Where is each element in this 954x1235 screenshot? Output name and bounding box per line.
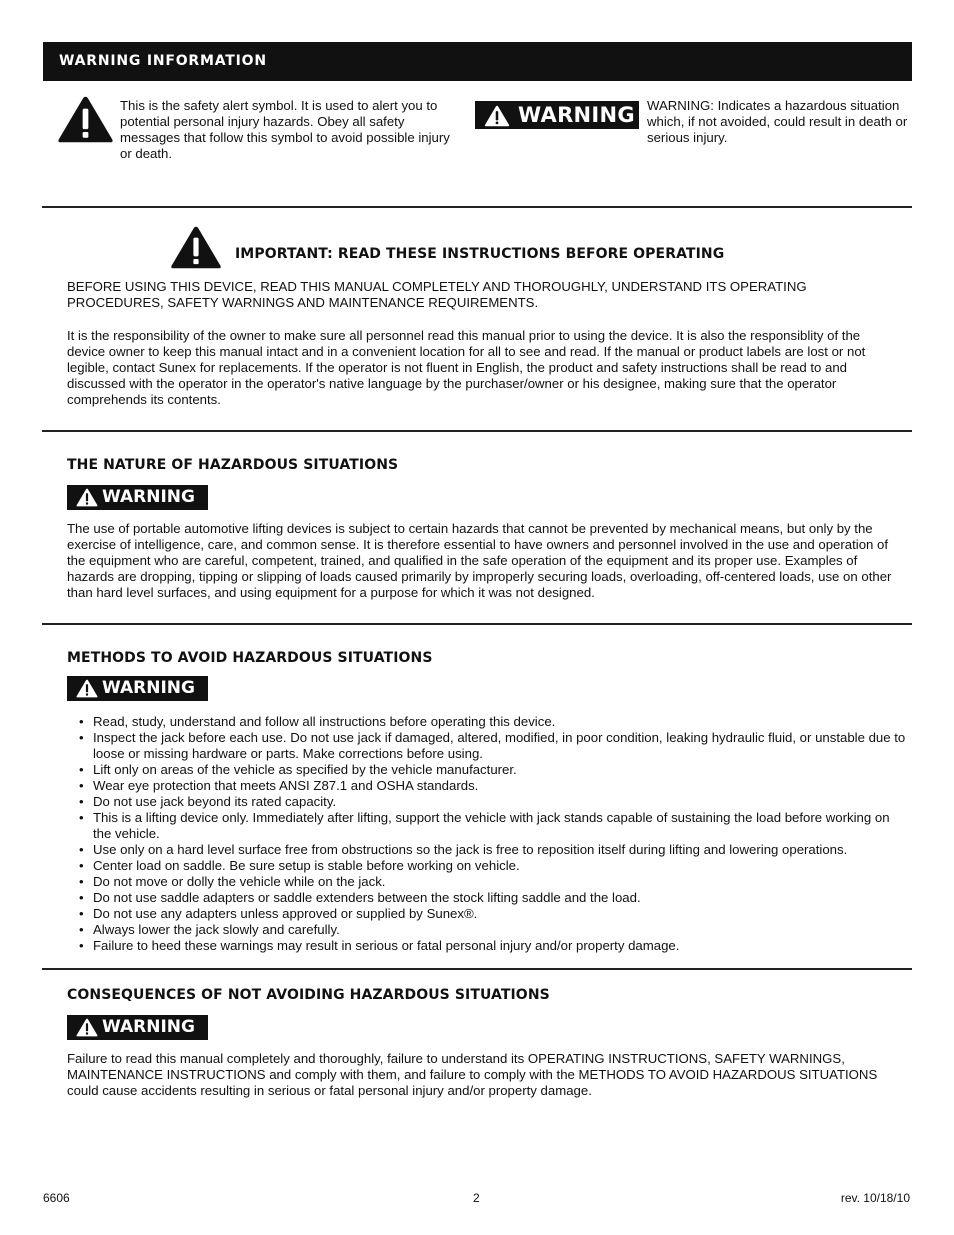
warning-badge [67, 1015, 208, 1040]
section-header-title: WARNING INFORMATION [59, 53, 267, 69]
warning-badge-large [475, 101, 639, 129]
warning-badge [67, 485, 208, 510]
list-item: • Lift only on areas of the vehicle as specified by the vehicle manufacturer. [77, 762, 907, 778]
list-item: • Failure to heed these warnings may result in serious or fatal personal injury and/or property damage. [77, 938, 907, 954]
section-divider [42, 430, 912, 432]
list-item: • Inspect the jack before each use. Do not use jack if damaged, altered, modified, in poor condition, leaking hydraulic fluid, or unstable due to loose or missing hardware or parts. Make corrections before using. [77, 730, 907, 762]
warning-badge-label: WARNING [518, 103, 635, 127]
section-divider [42, 968, 912, 970]
list-item: • Read, study, understand and follow all instructions before operating this device. [77, 714, 907, 730]
warning-badge-label: WARNING [102, 678, 195, 698]
list-item: • Do not use saddle adapters or saddle extenders between the stock lifting saddle and the load. [77, 890, 907, 906]
footer-revision: rev. 10/18/10 [840, 1191, 910, 1205]
footer-model-number: 6606 [43, 1191, 70, 1205]
methods-list [77, 714, 907, 954]
list-item: • Do not move or dolly the vehicle while on the jack. [77, 874, 907, 890]
section-divider [42, 206, 912, 208]
list-item: • Wear eye protection that meets ANSI Z87.1 and OSHA standards. [77, 778, 907, 794]
safety-alert-icon [57, 95, 114, 144]
warning-triangle-icon [75, 679, 99, 698]
warning-badge [67, 676, 208, 701]
warning-triangle-icon [75, 1018, 99, 1037]
safety-alert-icon [170, 225, 222, 270]
warning-badge-label: WARNING [102, 487, 195, 507]
list-item: • Always lower the jack slowly and carefully. [77, 922, 907, 938]
consequences-body: Failure to read this manual completely and thoroughly, failure to understand its OPERATING INSTRUCTIONS, SAFETY WARNINGS, MAINTENANCE INSTRUCTIONS and comply with them, and failure to comply with the METHODS TO AVOID HAZARDOUS SITUATIONS could cause accidents resulting in serious or fatal personal injury and/or property damage. [67, 1051, 878, 1098]
nature-heading: THE NATURE OF HAZARDOUS SITUATIONS [67, 457, 399, 473]
list-item: • Use only on a hard level surface free from obstructions so the jack is free to reposition itself during lifting and lowering operations. [77, 842, 907, 858]
nature-body: The use of portable automotive lifting devices is subject to certain hazards that cannot be prevented by mechanical means, but only by the exercise of intelligence, care, and common sense. It is therefore essential to have owners and personnel involved in the use and operation of the equipment who are careful, competent, trained, and qualified in the safe operation of the equipment and its proper use. Examples of hazards are dropping, tipping or slipping of loads caused primarily by improperly securing loads, overloading, off-centered loads, use on other than hard level surfaces, and using equipment for a purpose for which it was not designed. [67, 521, 892, 600]
section-header-bar [43, 42, 912, 81]
safety-alert-description: This is the safety alert symbol. It is used to alert you to potential personal injury hazards. Obey all safety messages that follow this symbol to avoid possible injury or death. [120, 98, 450, 161]
warning-triangle-icon [75, 488, 99, 507]
important-paragraph-2: It is the responsibility of the owner to make sure all personnel read this manual prior to using the device. It is also the responsiblity of the device owner to keep this manual intact and in a convenient location for all to see and read. If the manual or product labels are lost or not legible, contact Sunex for replacements. If the operator is not fluent in English, the product and safety instructions shall be read to and discussed with the operator in the operator's native language by the purchaser/owner or his designee, making sure that the operator comprehends its contents. [67, 328, 866, 407]
section-divider [42, 623, 912, 625]
warning-badge-label: WARNING [102, 1017, 195, 1037]
consequences-heading: CONSEQUENCES OF NOT AVOIDING HAZARDOUS SITUATIONS [67, 987, 550, 1003]
footer-page-number: 2 [473, 1191, 480, 1205]
list-item: • Do not use any adapters unless approved or supplied by Sunex®. [77, 906, 907, 922]
warning-triangle-icon [484, 105, 510, 127]
important-heading: IMPORTANT: READ THESE INSTRUCTIONS BEFORE OPERATING [235, 246, 725, 262]
warning-definition: WARNING: Indicates a hazardous situation which, if not avoided, could result in death or serious injury. [647, 98, 908, 145]
list-item: • Center load on saddle. Be sure setup is stable before working on vehicle. [77, 858, 907, 874]
important-paragraph-1: BEFORE USING THIS DEVICE, READ THIS MANUAL COMPLETELY AND THOROUGHLY, UNDERSTAND ITS OPERATING PROCEDURES, SAFETY WARNINGS AND MAINTENANCE REQUIREMENTS. [67, 279, 807, 310]
methods-heading: METHODS TO AVOID HAZARDOUS SITUATIONS [67, 650, 433, 666]
list-item: • This is a lifting device only. Immediately after lifting, support the vehicle with jack stands capable of sustaining the load before working on the vehicle. [77, 810, 907, 842]
list-item: • Do not use jack beyond its rated capacity. [77, 794, 907, 810]
